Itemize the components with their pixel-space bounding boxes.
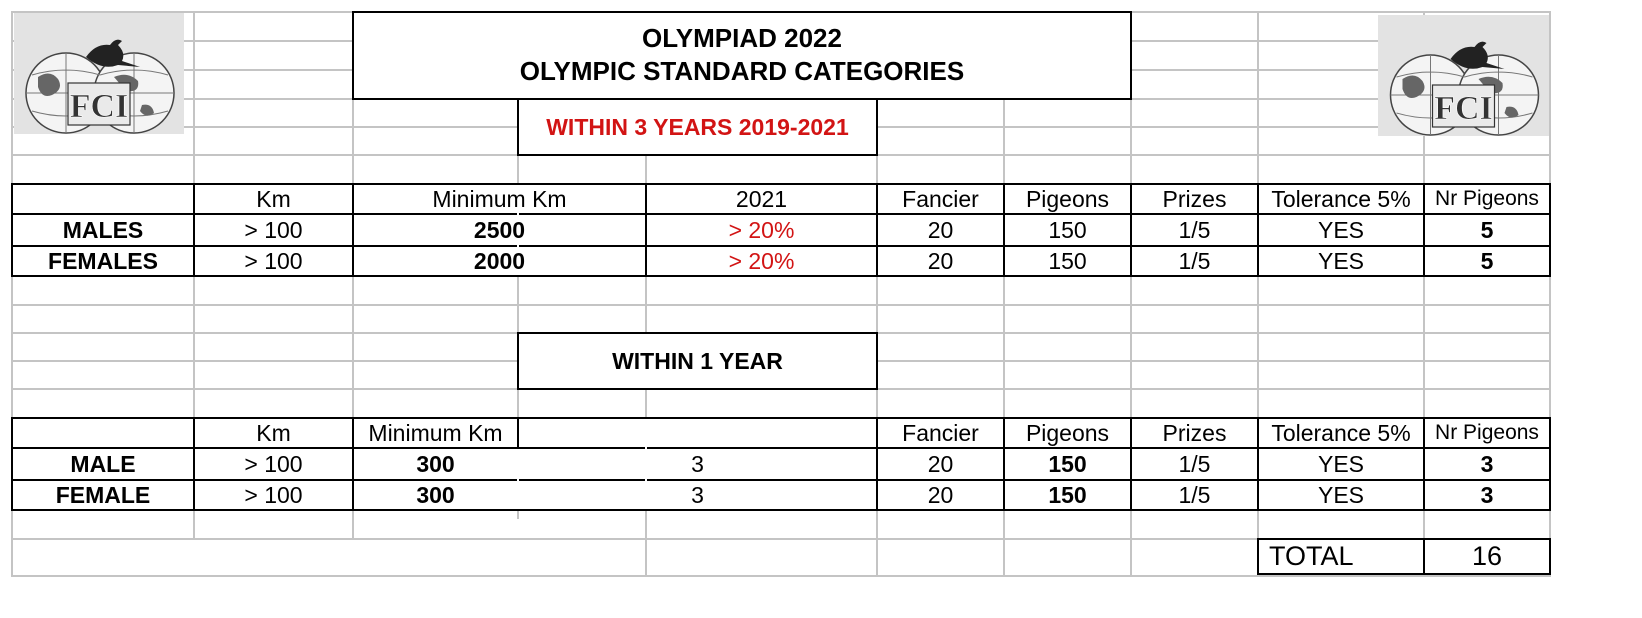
s1-row-females-label: FEMALES (48, 247, 158, 274)
s2-row-female-prizes: 1/5 (1178, 481, 1211, 508)
fci-logo-left (14, 13, 184, 134)
s2-header-km: Km (256, 419, 291, 446)
merge-mask (195, 540, 645, 575)
s2-row-male-pigeons: 150 (1048, 450, 1087, 477)
fci-logo-right (1378, 15, 1549, 136)
logo-text: FCI (1434, 90, 1493, 127)
s2-row-male-minimum-km: 300 (416, 450, 455, 477)
section1-label-box (517, 98, 878, 156)
s2-row-female-label: FEMALE (55, 481, 151, 508)
s2-header-prizes: Prizes (1162, 419, 1227, 446)
grid-line (11, 304, 1551, 306)
s1-row-males-pigeons: 150 (1048, 216, 1087, 243)
s2-row-female-km: > 100 (244, 481, 303, 508)
table-border (11, 275, 1551, 277)
s1-row-males-label: MALES (62, 216, 144, 243)
s1-header-minimum-km: Minimum Km (432, 185, 567, 212)
s1-row-females-pigeons: 150 (1048, 247, 1087, 274)
s2-header-nr-pigeons: Nr Pigeons (1435, 421, 1539, 444)
s1-row-females-prizes: 1/5 (1178, 247, 1211, 274)
s2-header-tolerance: Tolerance 5% (1271, 419, 1411, 446)
logo-text: FCI (69, 88, 129, 125)
title-line-2: OLYMPIC STANDARD CATEGORIES (519, 55, 965, 86)
s2-header-pigeons: Pigeons (1025, 419, 1110, 446)
s2-row-female-tolerance: YES (1317, 481, 1365, 508)
s2-header-fancier: Fancier (902, 419, 979, 446)
s1-header-nr-pigeons: Nr Pigeons (1435, 187, 1539, 210)
s1-row-males-minimum-km: 2500 (473, 216, 526, 243)
s1-header-pigeons: Pigeons (1025, 185, 1110, 212)
s1-row-females-year: > 20% (728, 247, 795, 274)
s1-row-females-km: > 100 (244, 247, 303, 274)
fci-pigeon-globe-icon (14, 13, 184, 134)
total-border (1549, 538, 1551, 575)
s2-row-male-tolerance: YES (1317, 450, 1365, 477)
s2-row-female-minimum-km: 300 (416, 481, 455, 508)
s1-row-females-minimum-km: 2000 (473, 247, 526, 274)
s1-row-males-tolerance: YES (1317, 216, 1365, 243)
s1-row-males-year: > 20% (728, 216, 795, 243)
s1-row-males-km: > 100 (244, 216, 303, 243)
s2-row-male-label: MALE (70, 450, 136, 477)
table-border (1549, 417, 1551, 511)
s1-row-males-fancier: 20 (927, 216, 954, 243)
s2-row-male-nr-pigeons: 3 (1480, 450, 1494, 477)
s1-header-km: Km (256, 185, 291, 212)
s2-row-male-km: > 100 (244, 450, 303, 477)
s1-header-tolerance: Tolerance 5% (1271, 185, 1411, 212)
s2-row-female-years: 3 (691, 481, 704, 508)
fci-pigeon-globe-icon (1378, 15, 1549, 136)
grid-line (11, 575, 1551, 577)
s1-header-year: 2021 (735, 185, 788, 212)
s1-row-females-tolerance: YES (1317, 247, 1365, 274)
s2-row-male-years: 3 (691, 450, 704, 477)
s1-header-fancier: Fancier (902, 185, 979, 212)
s2-row-female-nr-pigeons: 3 (1480, 481, 1494, 508)
total-label: TOTAL (1269, 541, 1354, 571)
table-border (517, 417, 519, 449)
s2-row-male-prizes: 1/5 (1178, 450, 1211, 477)
total-value: 16 (1471, 541, 1503, 571)
s2-row-female-fancier: 20 (927, 481, 954, 508)
table-border (1549, 183, 1551, 277)
s1-row-males-prizes: 1/5 (1178, 216, 1211, 243)
title-box (352, 11, 1132, 100)
s2-row-male-fancier: 20 (927, 450, 954, 477)
s2-header-minimum-km: Minimum Km (368, 419, 503, 446)
section2-label-box (517, 332, 878, 390)
section2-label: WITHIN 1 YEAR (612, 347, 783, 374)
section1-label: WITHIN 3 YEARS 2019-2021 (546, 113, 849, 140)
s1-header-prizes: Prizes (1162, 185, 1227, 212)
s1-row-males-nr-pigeons: 5 (1480, 216, 1494, 243)
s1-row-females-nr-pigeons: 5 (1480, 247, 1494, 274)
title-line-1: OLYMPIAD 2022 (642, 22, 842, 53)
s1-row-females-fancier: 20 (927, 247, 954, 274)
total-border (1257, 573, 1551, 575)
s2-row-female-pigeons: 150 (1048, 481, 1087, 508)
table-border (11, 509, 1551, 511)
